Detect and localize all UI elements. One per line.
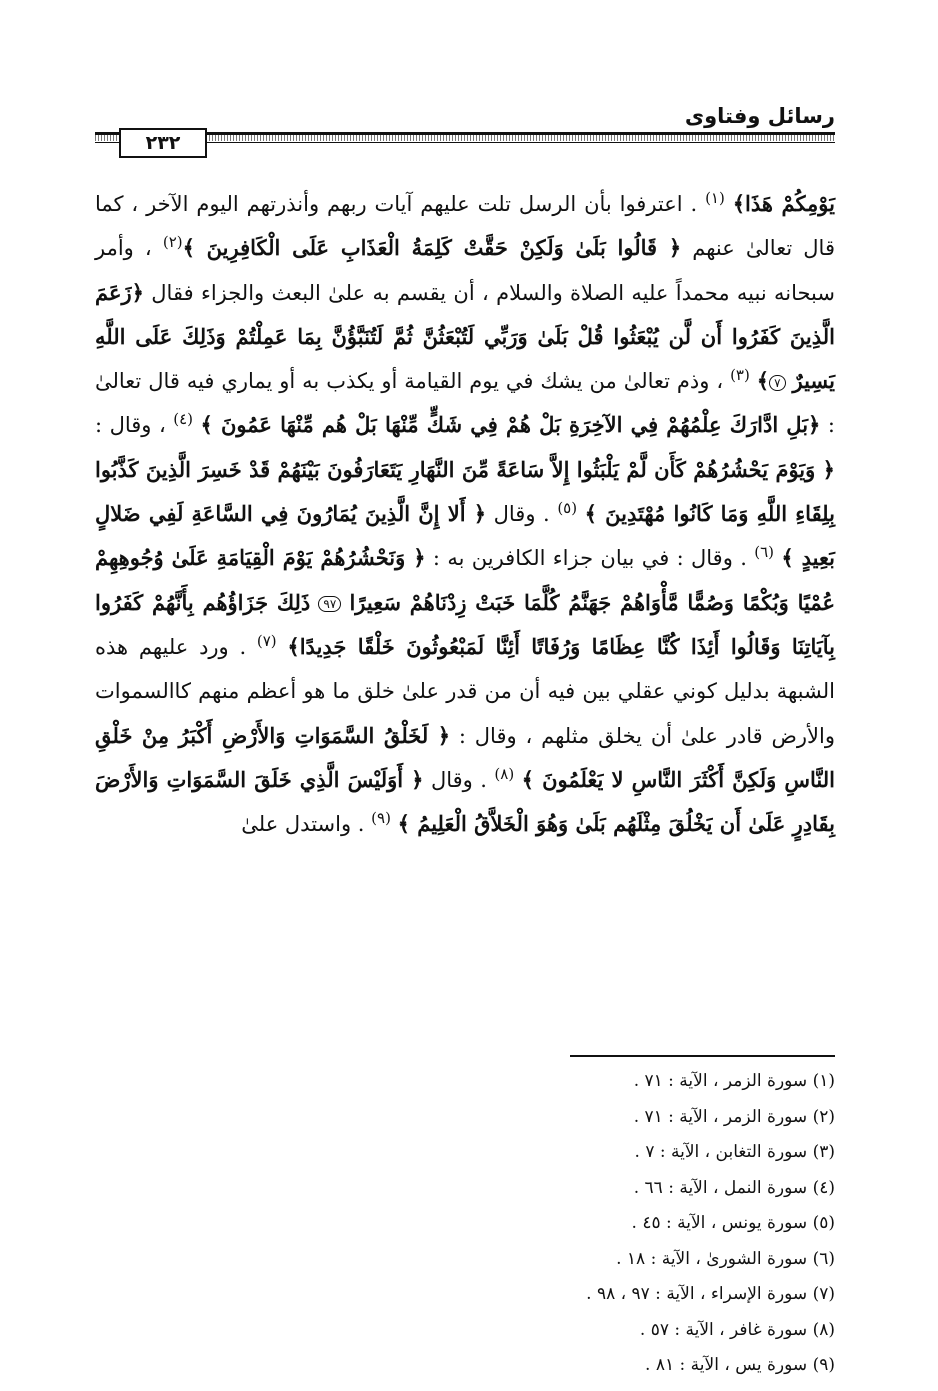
footnote-item: (٧) سورة الإسراء ، الآية : ٩٧ ، ٩٨ . bbox=[586, 1284, 835, 1304]
text-span: . وقال bbox=[493, 502, 550, 527]
footnote-ref: (٤) bbox=[173, 410, 194, 429]
running-title: رسائل وفتاوى bbox=[684, 104, 835, 128]
verse-marker: ٧ bbox=[769, 375, 785, 391]
text-span: ، وأمر سبحانه نبيه محمداً عليه الصلاة والسلام ، أن يقسم به علىٰ البعث والجزاء فقال bbox=[95, 236, 835, 305]
footnote-item: (٩) سورة يس ، الآية : ٨١ . bbox=[645, 1355, 835, 1375]
footnote-item: (٤) سورة النمل ، الآية : ٦٦ . bbox=[633, 1177, 835, 1198]
footnote-ref: (٣) bbox=[730, 366, 750, 385]
footnote-ref: (٥) bbox=[557, 499, 578, 518]
quran-quote: ﴿ لَخَلْقُ السَّمَوَاتِ وَالأَرْضِ أَكْبَرُ مِنْ خَلْقِ النَّاسِ وَلَكِنَّ أَكْثَرَ النَّاسِ لا يَعْلَمُونَ ﴾ bbox=[95, 722, 835, 792]
footnote-ref: (٨) bbox=[494, 764, 515, 783]
footnote-item: (٦) سورة الشورىٰ ، الآية : ١٨ . bbox=[616, 1248, 835, 1269]
text-span: ، وقال : bbox=[95, 413, 166, 438]
footnote-ref: (٧) bbox=[256, 631, 277, 650]
quran-quote-end: ﴾ bbox=[756, 368, 770, 394]
quran-quote: ﴿زَعَمَ الَّذِينَ كَفَرُوا أَن لَّن يُبْعَثُوا قُلْ بَلَىٰ وَرَبِّي لَتُبْعَثُنَّ ثُمَّ لَتُنَبَّؤُنَّ بِمَا عَمِلْتُمْ وَذَلِكَ عَلَى اللَّهِ يَسِيرٌ bbox=[95, 279, 835, 394]
text-span: ، وذم تعالىٰ من يشك في يوم القيامة أو يكذب به أو يماري فيه قال تعالىٰ : bbox=[95, 369, 835, 438]
quran-quote: ﴿ أَلا إِنَّ الَّذِينَ يُمَارُونَ فِي السَّاعَةِ لَفِي ضَلالٍ بَعِيدٍ ﴾ bbox=[95, 501, 835, 571]
footnote-item: (٨) سورة غافر ، الآية : ٥٧ . bbox=[639, 1319, 835, 1340]
quran-quote: يَوْمِكُمْ هَذَا﴾ bbox=[732, 191, 835, 216]
quran-quote: ﴿ أَوَلَيْسَ الَّذِي خَلَقَ السَّمَوَاتِ وَالأَرْضَ بِقَادِرٍ عَلَىٰ أَن يَخْلُقَ مِثْلَهُم بَلَىٰ وَهُوَ الْخَلاَّقُ الْعَلِيمُ ﴾ bbox=[95, 766, 835, 837]
quran-quote: ﴿ قَالُوا بَلَىٰ وَلَكِنْ حَقَّتْ كَلِمَةُ الْعَذَابِ عَلَى الْكَافِرِينَ ﴾ bbox=[182, 235, 682, 261]
page-header bbox=[95, 100, 835, 160]
verse-marker: ٩٧ bbox=[318, 596, 341, 612]
footnote-item: (٥) سورة يونس ، الآية : ٤٥ . bbox=[631, 1213, 835, 1233]
footnote-ref: (٢) bbox=[162, 233, 183, 252]
text-span: . ورد عليهم هذه الشبهة بدليل كوني عقلي بين فيه أن من قدر علىٰ خلق ما هو أعظم منهم كاالسموات والأرض قادر علىٰ أن يخلق مثلهم ، وقال : bbox=[95, 634, 835, 748]
text-span: . وقال bbox=[430, 767, 487, 792]
footnote-ref: (١) bbox=[705, 189, 725, 207]
text-span: . واستدل علىٰ bbox=[241, 812, 365, 837]
body-text bbox=[95, 182, 835, 846]
footnotes-list bbox=[95, 1064, 835, 1384]
page-number: ٢٣٢ bbox=[119, 128, 207, 158]
footnote-ref: (٦) bbox=[754, 543, 774, 562]
quran-quote: ﴿بَلِ ادَّارَكَ عِلْمُهُمْ فِي الآخِرَةِ بَلْ هُمْ فِي شَكٍّ مِّنْهَا بَلْ هُم مِّنْهَا عَمُونَ ﴾ bbox=[200, 412, 821, 438]
quran-quote: ذَلِكَ جَزَاؤُهُم بِأَنَّهُمْ كَفَرُوا بِآيَاتِنَا وَقَالُوا أَئِذَا كُنَّا عِظَامًا وَرُفَاتًا أَئِنَّا لَمَبْعُوثُونَ خَلْقًا جَدِيدًا﴾ bbox=[95, 589, 835, 659]
footnote-item: (١) سورة الزمر ، الآية : ٧١ . bbox=[633, 1071, 835, 1091]
text-span: . اعترفوا بأن الرسل تلت عليهم آيات ربهم وأنذرتهم اليوم الآخر ، كما قال تعالىٰ عنهم bbox=[95, 192, 835, 261]
footnote-ref: (٩) bbox=[371, 809, 391, 828]
footnote-item: (٣) سورة التغابن ، الآية : ٧ . bbox=[634, 1142, 835, 1162]
text-span: . وقال : في بيان جزاء الكافرين به : bbox=[432, 546, 747, 571]
quran-quote: ﴿ وَنَحْشُرُهُمْ يَوْمَ الْقِيَامَةِ عَلَىٰ وُجُوهِهِمْ عُمْيًا وَبُكْمًا وَصُمًّا مَّأْوَاهُمْ جَهَنَّمُ كُلَّمَا خَبَتْ زِدْنَاهُمْ سَعِيرًا bbox=[95, 545, 835, 615]
footnote-separator bbox=[570, 1055, 835, 1057]
footnote-item: (٢) سورة الزمر ، الآية : ٧١ . bbox=[633, 1106, 835, 1127]
quran-quote: ﴿ وَيَوْمَ يَحْشُرُهُمْ كَأَن لَّمْ يَلْبَثُوا إِلاَّ سَاعَةً مِّنَ النَّهَارِ يَتَعَارَفُونَ بَيْنَهُمْ قَدْ خَسِرَ الَّذِينَ كَذَّبُوا بِلِقَاءِ اللَّهِ وَمَا كَانُوا مُهْتَدِينَ ﴾ bbox=[95, 456, 835, 527]
